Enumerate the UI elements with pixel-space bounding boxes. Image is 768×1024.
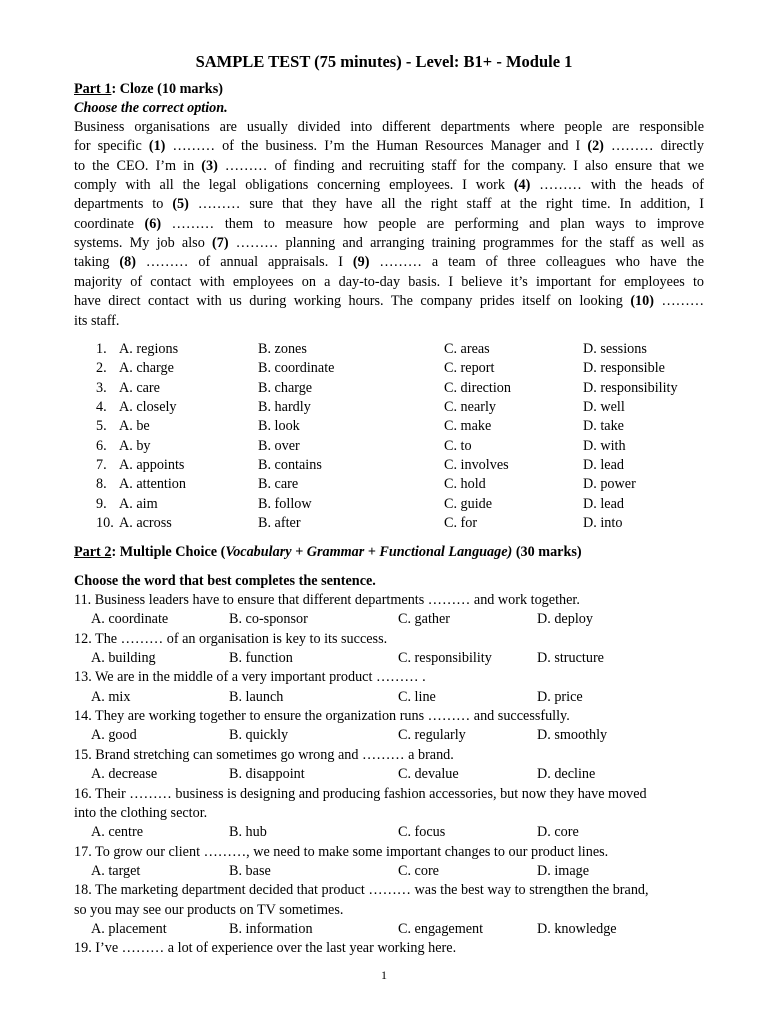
passage-text: departments to	[74, 196, 173, 213]
part2-heading-italic: Vocabulary + Grammar + Functional Language)	[225, 544, 513, 560]
option-b: B. coordinate	[258, 360, 335, 377]
option-number: 2.	[96, 360, 107, 377]
option-number: 5.	[96, 418, 107, 435]
answer-option: D. structure	[537, 650, 604, 667]
question-text: 16. Their ……… business is designing and producing fashion accessories, but now they have moved	[74, 785, 647, 802]
question-text: 11. Business leaders have to ensure that different departments ……… and work together.	[74, 592, 580, 608]
answer-option: C. focus	[398, 824, 446, 841]
blank-number: (5)	[172, 196, 189, 213]
answer-option: C. gather	[398, 611, 451, 628]
passage-text: coordinate	[74, 215, 145, 232]
option-d: D. lead	[583, 495, 624, 512]
answer-option: B. launch	[229, 688, 284, 705]
option-d: D. into	[583, 515, 623, 532]
answer-option: C. devalue	[398, 766, 459, 783]
answer-option: D. price	[537, 688, 583, 705]
answer-option: A. centre	[91, 824, 143, 841]
passage-text: ……… of annual appraisals. I	[135, 254, 353, 271]
option-b: B. hardly	[258, 399, 311, 416]
part1-heading-text: : Cloze (10 marks)	[111, 81, 223, 97]
passage-text: ……… with the heads of	[530, 177, 704, 194]
passage-text: have direct contact with us during working hours. The company prides itself on looking	[74, 293, 631, 310]
option-c: C. to	[444, 437, 472, 454]
part2-instruction: Choose the word that best completes the sentence.	[74, 573, 376, 589]
option-c: C. areas	[444, 341, 490, 357]
passage-text: comply with all the legal obligations concerning employees. I work	[74, 177, 514, 194]
page-number: 1	[381, 968, 387, 982]
option-a: A. be	[119, 418, 150, 435]
answer-option: D. smoothly	[537, 727, 608, 744]
blank-number: (6)	[144, 215, 162, 232]
option-c: C. nearly	[444, 399, 497, 416]
passage-line	[74, 137, 704, 156]
passage-text: taking	[74, 254, 120, 271]
answer-option: B. co-sponsor	[229, 611, 308, 628]
passage-line	[74, 176, 704, 195]
option-number: 10.	[96, 515, 114, 532]
question-text: 18. The marketing department decided that product ……… was the best way to strengthen the brand,	[74, 882, 649, 899]
passage-text: ……… of the business. I’m the Human Resources Manager and I	[165, 138, 588, 155]
part2-heading-colon: : Multiple Choice (	[111, 544, 226, 560]
option-d: D. with	[583, 437, 626, 454]
option-a: A. appoints	[119, 457, 185, 474]
option-b: B. look	[258, 418, 300, 435]
blank-number: (4)	[513, 177, 531, 194]
passage-text: Business organisations are usually divided into different departments where people are responsible	[74, 119, 704, 135]
passage-line	[74, 118, 704, 137]
blank-number: (2)	[587, 138, 604, 155]
option-a: A. across	[119, 515, 172, 532]
option-d: D. sessions	[583, 341, 647, 357]
option-b: B. zones	[258, 341, 307, 357]
answer-option: A. coordinate	[91, 611, 169, 628]
question-text: 14. They are working together to ensure the organization runs ……… and successfully.	[74, 708, 570, 725]
option-c: C. direction	[444, 379, 511, 396]
passage-text: its staff.	[74, 312, 120, 329]
passage-text: ……… them to measure how people are performing and plan ways to improve	[161, 215, 705, 232]
option-b: B. over	[258, 437, 300, 454]
option-a: A. aim	[119, 495, 158, 512]
option-number: 6.	[96, 437, 107, 454]
page-title: SAMPLE TEST (75 minutes) - Level: B1+ - Module 1	[195, 52, 573, 71]
option-a: A. by	[119, 437, 151, 454]
option-c: C. hold	[444, 476, 486, 493]
passage-text: majority of contact with employees on a day-to-day basis. I believe it’s important for employees to	[74, 273, 704, 290]
passage-text: ……… planning and arranging training programmes for the staff as well as	[228, 235, 704, 252]
option-b: B. follow	[258, 495, 312, 512]
answer-option: A. decrease	[91, 766, 158, 783]
option-b: B. contains	[258, 457, 322, 474]
passage-line	[74, 253, 704, 272]
blank-number: (1)	[148, 138, 166, 155]
passage-line	[74, 157, 704, 176]
answer-option: D. core	[537, 824, 579, 841]
passage-text: systems. My job also	[74, 235, 212, 252]
answer-option: B. function	[229, 650, 293, 667]
option-c: C. involves	[444, 457, 509, 474]
option-b: B. care	[258, 476, 299, 493]
passage-text: ……… directly	[603, 138, 704, 155]
question-text: 13. We are in the middle of a very important product ……… .	[74, 669, 426, 686]
answer-option: A. mix	[91, 688, 131, 705]
answer-option: B. disappoint	[229, 766, 305, 783]
question-text: 12. The ……… of an organisation is key to its success.	[74, 630, 388, 647]
answer-option: A. target	[91, 862, 141, 879]
passage-line	[74, 215, 704, 234]
option-number: 3.	[96, 379, 107, 396]
answer-option: C. core	[398, 862, 439, 879]
option-number: 9.	[96, 495, 107, 512]
question-text: 17. To grow our client ………, we need to make some important changes to our product lines.	[74, 843, 609, 860]
blank-number: (3)	[201, 157, 218, 174]
part2-heading-marks: (30 marks)	[512, 544, 582, 560]
passage-text: for specific	[74, 138, 149, 155]
option-a: A. charge	[119, 360, 174, 377]
answer-option: A. placement	[91, 920, 167, 937]
blank-number: (9)	[352, 254, 370, 271]
option-d: D. lead	[583, 457, 624, 474]
part1-label: Part 1	[74, 81, 112, 97]
blank-number: (10)	[630, 293, 654, 310]
passage-line	[74, 273, 704, 292]
answer-option: B. information	[229, 920, 313, 937]
answer-option: C. regularly	[398, 727, 466, 744]
option-d: D. take	[583, 418, 624, 435]
question-text: into the clothing sector.	[74, 804, 208, 821]
blank-number: (8)	[119, 254, 136, 271]
passage-text: to the CEO. I’m in	[74, 157, 202, 174]
option-d: D. responsibility	[583, 379, 678, 396]
option-c: C. guide	[444, 495, 493, 512]
option-a: A. regions	[119, 341, 179, 357]
part2-heading	[74, 543, 582, 562]
option-c: C. report	[444, 360, 495, 377]
answer-option: D. decline	[537, 766, 596, 783]
part1-heading	[74, 80, 223, 99]
passage-text: ………	[653, 293, 705, 310]
answer-option: D. deploy	[537, 611, 593, 628]
part1-instruction: Choose the correct option.	[74, 100, 228, 116]
blank-number: (7)	[212, 235, 229, 252]
option-b: B. charge	[258, 379, 313, 396]
option-b: B. after	[258, 515, 301, 532]
passage-text: ……… sure that they have all the right staff at the right time. In addition, I	[188, 196, 704, 213]
answer-option: C. responsibility	[398, 650, 492, 667]
option-d: D. power	[583, 476, 636, 493]
answer-option: B. quickly	[229, 727, 289, 744]
option-d: D. responsible	[583, 360, 665, 377]
option-a: A. attention	[119, 476, 186, 493]
passage-line	[74, 234, 704, 253]
answer-option: A. building	[91, 650, 156, 667]
option-c: C. make	[444, 418, 492, 435]
passage-line	[74, 195, 704, 214]
answer-option: B. hub	[229, 824, 267, 841]
option-a: A. closely	[119, 399, 177, 416]
option-number: 8.	[96, 476, 107, 493]
option-number: 1.	[96, 341, 107, 357]
option-number: 4.	[96, 399, 107, 416]
option-number: 7.	[96, 457, 107, 474]
passage-line	[74, 292, 704, 311]
option-c: C. for	[444, 515, 478, 532]
answer-option: C. line	[398, 688, 436, 705]
answer-option: A. good	[91, 727, 137, 744]
answer-option: D. image	[537, 862, 590, 879]
passage-line	[74, 312, 119, 331]
answer-option: C. engagement	[398, 920, 484, 937]
answer-option: B. base	[229, 862, 271, 879]
part2-label: Part 2	[74, 544, 112, 560]
option-a: A. care	[119, 379, 160, 396]
passage-text: ……… of finding and recruiting staff for the company. I also ensure that we	[217, 157, 704, 174]
question-text: so you may see our products on TV sometimes.	[74, 901, 344, 918]
passage-text: ……… a team of three colleagues who have the	[369, 254, 704, 271]
answer-option: D. knowledge	[537, 920, 617, 937]
question-text: 15. Brand stretching can sometimes go wrong and ……… a brand.	[74, 746, 454, 763]
question-text: 19. I’ve ……… a lot of experience over the last year working here.	[74, 940, 457, 957]
option-d: D. well	[583, 399, 625, 416]
